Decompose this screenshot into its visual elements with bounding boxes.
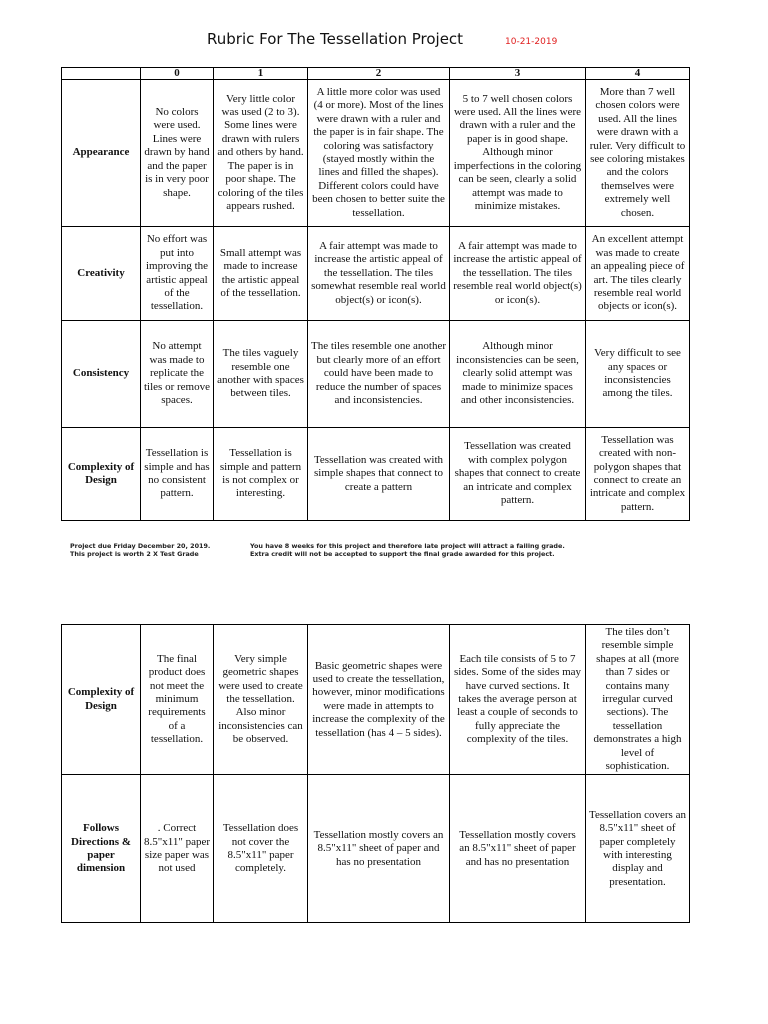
rubric-cell: Very simple geometric shapes were used to create the tessellation. Also minor inconsistencies can be observed.: [214, 625, 308, 775]
rubric-cell: . Correct 8.5"x11" paper size paper was not used: [141, 775, 214, 923]
rubric-row-complexity: [62, 428, 690, 521]
project-due-notes: [70, 542, 210, 558]
rubric-cell: A fair attempt was made to increase the artistic appeal of the tessellation. The tiles somewhat resemble real world object(s) or icon(s).: [308, 227, 450, 321]
rubric-row-complexity-detail: [62, 625, 690, 775]
rubric-cell: The tiles don’t resemble simple shapes at all (more than 7 sides or contains many irregular curved sections). The tessellation demonstrates a high level of sophistication.: [586, 625, 690, 775]
rubric-row-consistency: [62, 321, 690, 428]
rubric-cell: Very difficult to see any spaces or inconsistencies among the tiles.: [586, 321, 690, 428]
page-title: Rubric For The Tessellation Project: [207, 30, 464, 48]
criterion-label: Appearance: [62, 80, 141, 227]
rubric-table-continued: [61, 624, 690, 923]
rubric-cell: Tessellation mostly covers an 8.5"x11" sheet of paper and has no presentation: [308, 775, 450, 923]
header-score-3: 3: [450, 68, 586, 80]
rubric-cell: The tiles resemble one another but clearly more of an effort could have been made to reduce the number of spaces and inconsistencies.: [308, 321, 450, 428]
rubric-cell: Each tile consists of 5 to 7 sides. Some of the sides may have curved sections. It takes the average person at least a couple of seconds to fully appreciate the complexity of the tiles.: [450, 625, 586, 775]
rubric-cell: Tessellation is simple and has no consistent pattern.: [141, 428, 214, 521]
criterion-label: Creativity: [62, 227, 141, 321]
header-score-2: 2: [308, 68, 450, 80]
rubric-cell: Although minor inconsistencies can be seen, clearly solid attempt was made to minimize spaces and other inconsistencies.: [450, 321, 586, 428]
rubric-cell: Very little color was used (2 to 3). Some lines were drawn with rulers and others by hand. The paper is in poor shape. The coloring of the tiles appears rushed.: [214, 80, 308, 227]
rubric-table-main: [61, 67, 690, 521]
criterion-label: Consistency: [62, 321, 141, 428]
rubric-cell: Tessellation was created with complex polygon shapes that connect to create an intricate and complex pattern.: [450, 428, 586, 521]
late-policy-notes: [250, 542, 565, 558]
rubric-cell: The final product does not meet the minimum requirements of a tessellation.: [141, 625, 214, 775]
score-header-row: [62, 68, 690, 80]
rubric-cell: 5 to 7 well chosen colors were used. All the lines were drawn with a ruler and the paper is in good shape. Although minor imperfections in the coloring can be seen, clearly a solid attempt was made to minimize mistakes.: [450, 80, 586, 227]
rubric-cell: Basic geometric shapes were used to create the tessellation, however, minor modifications were made in attempts to increase the complexity of the tessellation (has 4 – 5 sides).: [308, 625, 450, 775]
rubric-row-directions: [62, 775, 690, 923]
rubric-cell: A little more color was used (4 or more). Most of the lines were drawn with a ruler and the paper is in fair shape. The coloring was satisfactory (stayed mostly within the lines and filled the shapes). Different colors could have been chosen to better suite the tessellation.: [308, 80, 450, 227]
rubric-cell: The tiles vaguely resemble one another with spaces between tiles.: [214, 321, 308, 428]
extra-credit-note: Extra credit will not be accepted to support the final grade awarded for this project.: [250, 550, 555, 558]
rubric-cell: Tessellation was created with simple shapes that connect to create a pattern: [308, 428, 450, 521]
rubric-cell: Tessellation does not cover the 8.5"x11" paper completely.: [214, 775, 308, 923]
rubric-cell: No effort was put into improving the artistic appeal of the tessellation.: [141, 227, 214, 321]
rubric-cell: Small attempt was made to increase the artistic appeal of the tessellation.: [214, 227, 308, 321]
rubric-row-appearance: [62, 80, 690, 227]
header-cell-blank: [62, 68, 141, 80]
header-score-0: 0: [141, 68, 214, 80]
due-date-note: Project due Friday December 20, 2019.: [70, 542, 211, 550]
header-score-4: 4: [586, 68, 690, 80]
rubric-cell: An excellent attempt was made to create an appealing piece of art. The tiles clearly resemble real world objects or icon(s).: [586, 227, 690, 321]
rubric-cell: More than 7 well chosen colors were used. All the lines were drawn with a ruler. Very difficult to see coloring mistakes and the colors themselves were extremely well chosen.: [586, 80, 690, 227]
rubric-cell: No colors were used. Lines were drawn by hand and the paper is in very poor shape.: [141, 80, 214, 227]
rubric-cell: Tessellation covers an 8.5"x11" sheet of paper completely with interesting display and presentation.: [586, 775, 690, 923]
criterion-label: Complexity of Design: [62, 428, 141, 521]
date-label: 10-21-2019: [505, 37, 558, 47]
late-policy-note: You have 8 weeks for this project and therefore late project will attract a failing grade.: [250, 542, 565, 550]
criterion-label: Complexity of Design: [62, 625, 141, 775]
grade-weight-note: This project is worth 2 X Test Grade: [70, 550, 199, 558]
rubric-cell: Tessellation mostly covers an 8.5"x11" sheet of paper and has no presentation: [450, 775, 586, 923]
rubric-cell: Tessellation is simple and pattern is not complex or interesting.: [214, 428, 308, 521]
rubric-cell: No attempt was made to replicate the tiles or remove spaces.: [141, 321, 214, 428]
rubric-row-creativity: [62, 227, 690, 321]
criterion-label: Follows Directions & paper dimension: [62, 775, 141, 923]
rubric-cell: A fair attempt was made to increase the artistic appeal of the tessellation. The tiles resemble real world object(s) or icon(s).: [450, 227, 586, 321]
header-score-1: 1: [214, 68, 308, 80]
rubric-cell: Tessellation was created with non-polygon shapes that connect to create an intricate and complex pattern.: [586, 428, 690, 521]
